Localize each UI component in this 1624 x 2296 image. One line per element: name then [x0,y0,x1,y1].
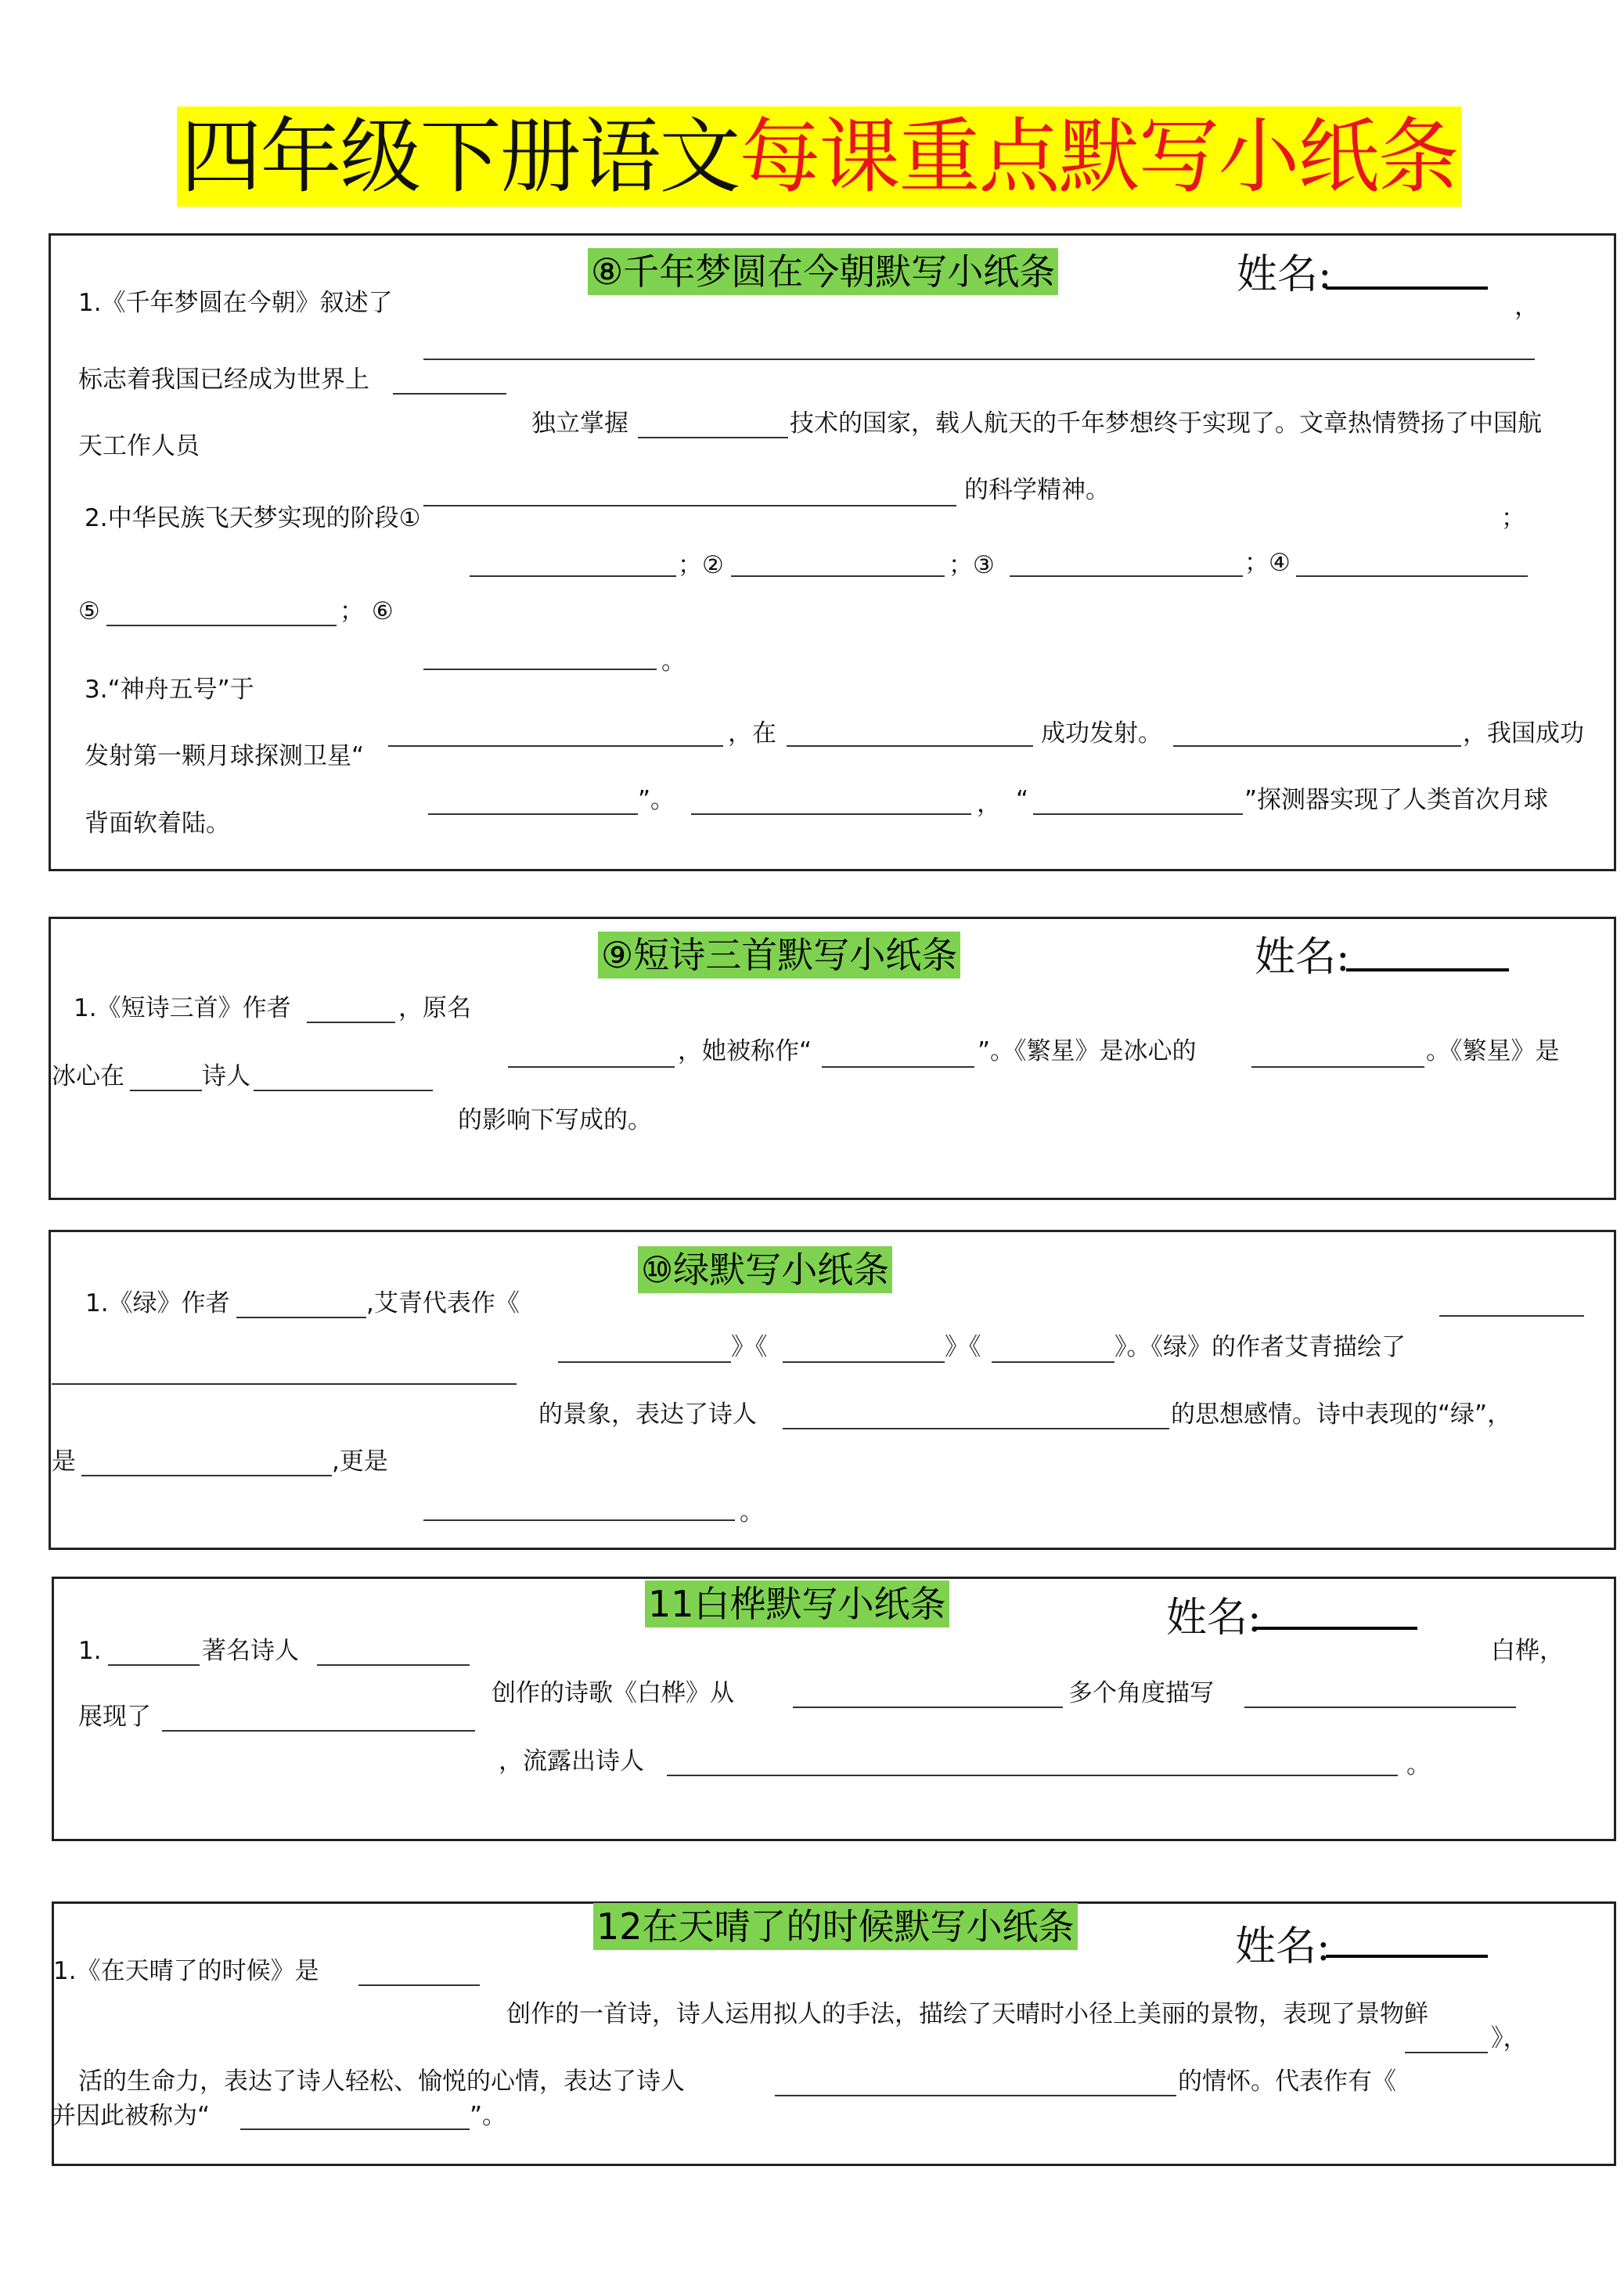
section-header: 12在天晴了的时候默写小纸条 [593,1903,1078,1950]
text: 1.《在天晴了的时候》是 [53,1957,319,1985]
answer-blank[interactable] [240,2128,470,2130]
answer-blank[interactable] [388,745,723,747]
text: ”探测器实现了人类首次月球 [1244,786,1549,814]
text: ，她被称作“ [678,1037,812,1065]
text: 并因此被称为“ [52,2102,211,2130]
text: 独立掌握 [531,409,628,438]
answer-blank[interactable] [558,1361,731,1363]
text: 多个角度描写 [1068,1679,1214,1707]
text: ，我国成功 [1463,719,1584,748]
answer-blank[interactable] [162,1730,475,1732]
answer-blank[interactable] [470,575,676,577]
answer-blank[interactable] [731,575,945,577]
text: 1.《短诗三首》作者 [74,994,291,1022]
answer-blank[interactable] [428,813,638,815]
text: 的科学精神。 [964,476,1110,504]
answer-blank[interactable] [667,1775,1398,1776]
text: ；③ [949,551,995,579]
text: 背面软着陆。 [85,809,230,838]
section-header: ⑨短诗三首默写小纸条 [598,932,960,979]
answer-blank[interactable] [783,1361,945,1363]
text: ，在 [728,719,776,748]
answer-blank[interactable] [106,625,337,626]
answer-blank[interactable] [423,505,956,506]
name-field[interactable] [1326,287,1488,290]
text: 著名诗人 [202,1637,299,1665]
text: “ [1016,786,1029,814]
answer-blank[interactable] [793,1707,1063,1708]
text: ，原名 [398,994,471,1022]
answer-blank[interactable] [81,1475,332,1476]
name-field[interactable] [1326,1955,1488,1958]
answer-blank[interactable] [317,1664,470,1666]
text: 技术的国家，载人航天的千年梦想终于实现了。文章热情赞扬了中国航 [790,409,1542,438]
answer-blank[interactable] [1405,2052,1488,2053]
answer-blank[interactable] [1033,813,1243,815]
text: 天工作人员 [78,432,200,460]
text: ； [1501,504,1525,532]
text: 。 [1406,1751,1431,1779]
text: ⑤ [78,597,100,625]
answer-blank[interactable] [52,1383,517,1385]
answer-blank[interactable] [783,1428,1169,1429]
text: ”。《繁星》是冰心的 [978,1037,1197,1065]
text: 诗人 [202,1062,250,1090]
name-label: 姓名: [1166,1595,1262,1642]
answer-blank[interactable] [423,1519,735,1521]
text: ”。 [470,2102,507,2130]
answer-blank[interactable] [393,393,506,395]
text: 》， [1491,2024,1528,2053]
page-title [177,106,1461,207]
text: 创作的一首诗，诗人运用拟人的手法，描绘了天晴时小径上美丽的景物，表现了景物鲜 [506,2000,1428,2028]
answer-blank[interactable] [108,1664,200,1666]
answer-blank[interactable] [254,1090,433,1091]
answer-blank[interactable] [822,1066,974,1068]
name-field[interactable] [1346,968,1509,971]
name-label: 姓名: [1255,934,1350,981]
answer-blank[interactable] [1296,575,1528,577]
title-red: 每课重点默写小纸条 [739,109,1458,204]
answer-blank[interactable] [423,359,1535,360]
text: 标志着我国已经成为世界上 [78,366,369,394]
name-label: 姓名: [1237,251,1332,298]
section-header: ⑩绿默写小纸条 [638,1246,892,1293]
answer-blank[interactable] [508,1066,675,1068]
text: 》《 [731,1333,768,1361]
text: ；② [678,551,724,579]
answer-blank[interactable] [1173,745,1461,747]
text: 。 [661,647,686,676]
text: 。 [740,1498,764,1526]
answer-blank[interactable] [638,437,788,438]
text: 发射第一颗月球探测卫星“ [85,742,365,770]
text: 是 [52,1447,76,1476]
text: ， [1514,293,1539,321]
text: ；④ [1244,549,1291,577]
section-header: 11白桦默写小纸条 [645,1581,949,1627]
text: 活的生命力，表达了诗人轻松、愉悦的心情，表达了诗人 [78,2067,685,2096]
answer-blank[interactable] [236,1317,366,1318]
answer-blank[interactable] [307,1022,395,1023]
text: ,艾青代表作《 [366,1289,520,1317]
answer-blank[interactable] [1010,575,1243,577]
answer-blank[interactable] [358,1984,480,1986]
answer-blank[interactable] [423,669,657,670]
answer-blank[interactable] [1439,1315,1584,1317]
answer-blank[interactable] [130,1090,202,1091]
text: 》《 [945,1333,981,1361]
text: 冰心在 [52,1062,124,1090]
text: ，流露出诗人 [499,1747,644,1775]
answer-blank[interactable] [787,745,1033,747]
answer-blank[interactable] [992,1361,1114,1363]
text: 白桦， [1491,1637,1564,1665]
section-box-8 [49,233,1616,871]
text: 。《繁星》是 [1426,1037,1560,1065]
text: 创作的诗歌《白桦》从 [492,1679,734,1707]
text: 的思想感情。诗中表现的“绿”， [1171,1400,1512,1429]
text: ,更是 [332,1447,388,1476]
section-header: ⑧千年梦圆在今朝默写小纸条 [588,248,1058,295]
text: 1. [78,1637,102,1665]
answer-blank[interactable] [1244,1707,1516,1708]
text: ， [977,790,1001,818]
text: 3.“神舟五号”于 [85,676,254,704]
text: ”。 [638,786,675,814]
text: ； ⑥ [340,597,394,625]
name-field[interactable] [1255,1627,1417,1630]
title-black: 四年级下册语文 [180,109,740,204]
text: 》。《绿》的作者艾青描绘了 [1114,1333,1406,1361]
text: 1.《千年梦圆在今朝》叙述了 [78,289,393,317]
text: 的影响下写成的。 [458,1106,652,1134]
text: 2.中华民族飞天梦实现的阶段① [85,504,421,532]
text: 成功发射。 [1041,719,1162,748]
answer-blank[interactable] [775,2095,1176,2096]
text: 展现了 [78,1703,151,1731]
name-label: 姓名: [1235,1923,1331,1970]
answer-blank[interactable] [1251,1066,1424,1068]
text: 的景象，表达了诗人 [538,1400,757,1429]
text: 的情怀。代表作有《 [1178,2067,1396,2096]
text: 1.《绿》作者 [85,1289,230,1317]
answer-blank[interactable] [691,813,971,815]
